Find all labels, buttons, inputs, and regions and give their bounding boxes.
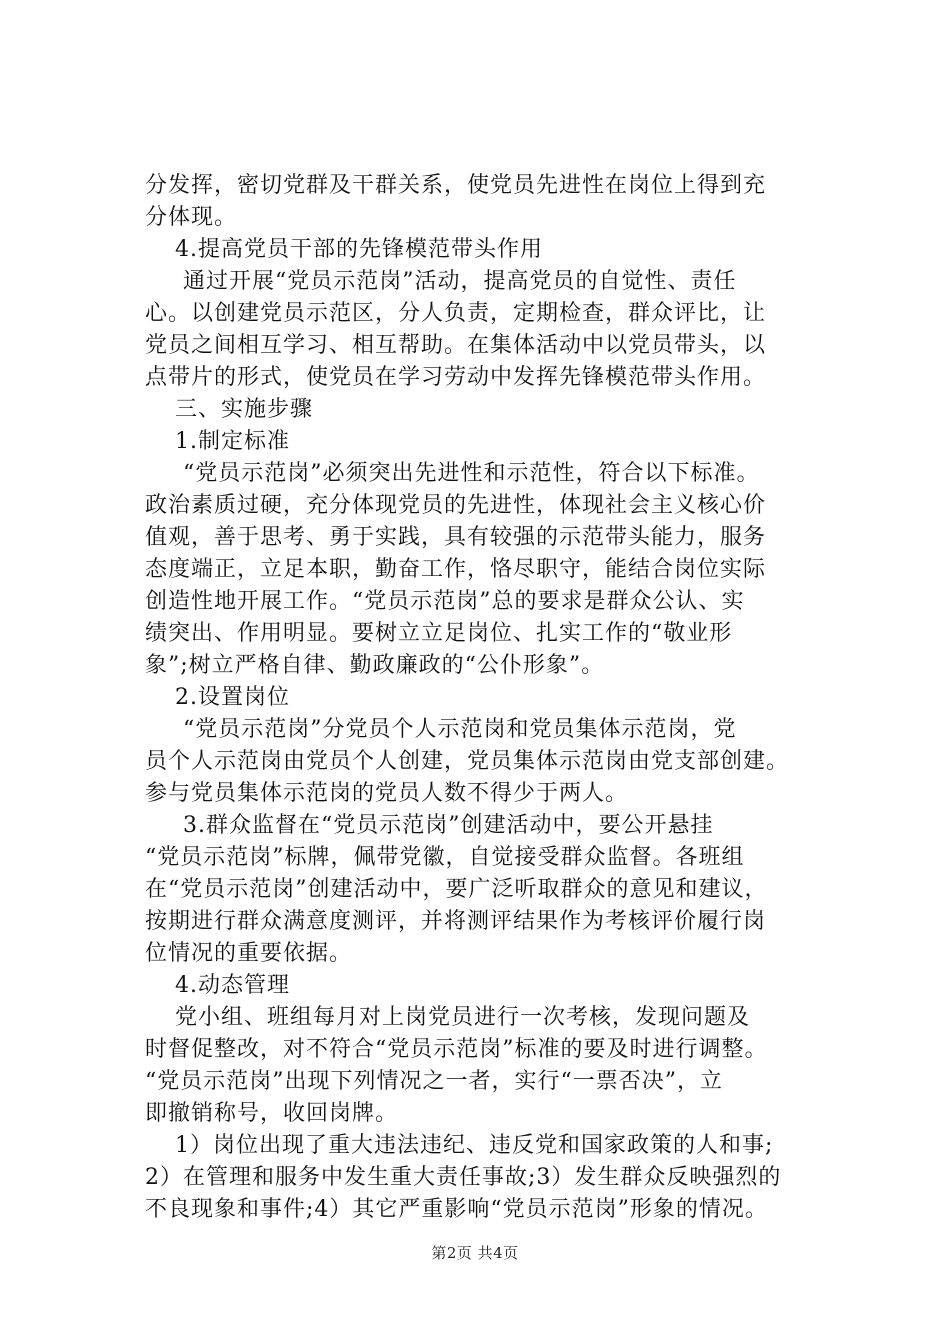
text-line: 分体现。 <box>145 205 238 230</box>
text-line: 心。以创建党员示范区，分人负责，定期检查，群众评比，让 <box>145 301 767 326</box>
section-heading: 1.制定标准 <box>175 429 290 454</box>
text-line: 政治素质过硬，充分体现党员的先进性，体现社会主义核心价 <box>145 493 767 518</box>
section-heading: 2.设置岗位 <box>175 685 290 710</box>
text-line: “党员示范岗”出现下列情况之一者，实行“一票否决”，立 <box>145 1069 723 1094</box>
text-line: 3.群众监督在“党员示范岗”创建活动中，要公开悬挂 <box>183 813 714 838</box>
text-line: 通过开展“党员示范岗”活动，提高党员的自觉性、责任 <box>183 269 737 294</box>
document-body <box>145 170 860 1226</box>
text-line: 在“党员示范岗”创建活动中，要广泛听取群众的意见和建议， <box>145 877 768 902</box>
text-line: “党员示范岗”分党员个人示范岗和党员集体示范岗，党 <box>183 717 737 742</box>
text-line: 时督促整改，对不符合“党员示范岗”标准的要及时进行调整。 <box>145 1037 768 1062</box>
text-line: 象”;树立严格自律、勤政廉政的“公仆形象”。 <box>145 653 605 678</box>
text-line: 参与党员集体示范岗的党员人数不得少于两人。 <box>145 781 629 806</box>
text-line: 态度端正，立足本职，勤奋工作，恪尽职守，能结合岗位实际 <box>145 557 767 582</box>
text-line: 绩突出、作用明显。要树立立足岗位、扎实工作的“敬业形 <box>145 621 733 646</box>
text-line: 创造性地开展工作。“党员示范岗”总的要求是群众公认、实 <box>145 589 745 614</box>
text-line: 1）岗位出现了重大违法违纪、违反党和国家政策的人和事; <box>175 1133 774 1158</box>
text-line: “党员示范岗”标牌，佩带党徽，自觉接受群众监督。各班组 <box>145 845 745 870</box>
text-line: 党员之间相互学习、相互帮助。在集体活动中以党员带头，以 <box>145 333 767 358</box>
text-line: 员个人示范岗由党员个人创建，党员集体示范岗由党支部创建。 <box>145 749 790 774</box>
text-line: 值观，善于思考、勇于实践，具有较强的示范带头能力，服务 <box>145 525 767 550</box>
text-line: “党员示范岗”必须突出先进性和示范性，符合以下标准。 <box>183 461 760 486</box>
text-line: 分发挥，密切党群及干群关系，使党员先进性在岗位上得到充 <box>145 173 767 198</box>
text-line: 点带片的形式，使党员在学习劳动中发挥先锋模范带头作用。 <box>145 365 767 390</box>
text-line: 2）在管理和服务中发生重大责任事故;3）发生群众反映强烈的 <box>145 1165 782 1190</box>
text-line: 党小组、班组每月对上岗党员进行一次考核，发现问题及 <box>175 1005 751 1030</box>
section-heading: 4.提高党员干部的先锋模范带头作用 <box>175 237 543 262</box>
section-heading: 4.动态管理 <box>175 973 290 998</box>
page-footer <box>0 1242 950 1263</box>
text-line: 即撤销称号，收回岗牌。 <box>145 1101 399 1126</box>
section-heading: 三、实施步骤 <box>175 397 314 422</box>
text-line: 按期进行群众满意度测评，并将测评结果作为考核评价履行岗 <box>145 909 767 934</box>
page-number: 第2页 共4页 <box>431 1244 519 1262</box>
text-line: 位情况的重要依据。 <box>145 941 353 966</box>
text-line: 不良现象和事件;4）其它严重影响“党员示范岗”形象的情况。 <box>145 1197 768 1222</box>
